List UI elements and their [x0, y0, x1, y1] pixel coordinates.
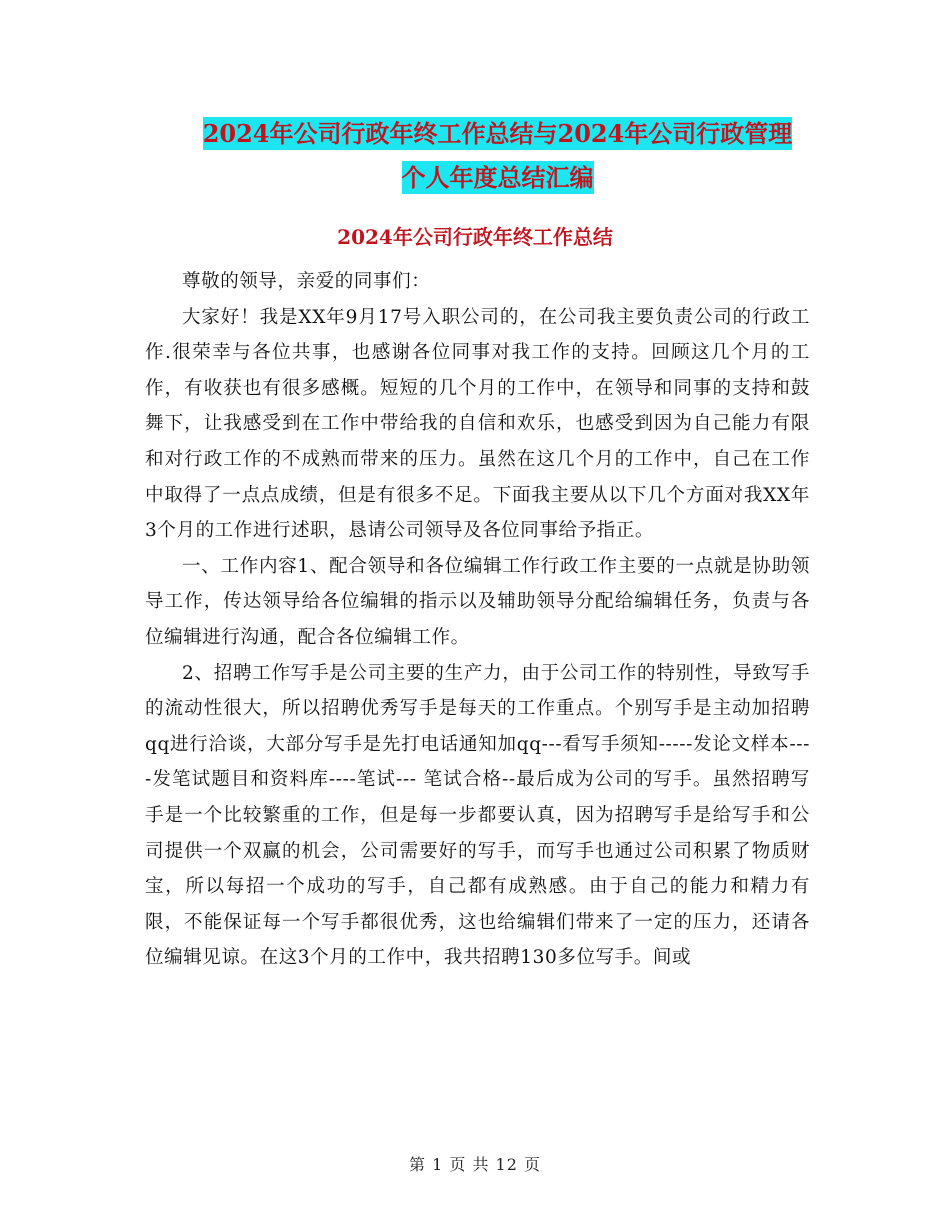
document-title-line-1: 2024年公司行政年终工作总结与2024年公司行政管理: [202, 119, 793, 148]
body-paragraph: 大家好！我是XX年9月17号入职公司的，在公司我主要负责公司的行政工作.很荣幸与各位共事，也感谢各位同事对我工作的支持。回顾这几个月的工作，有收获也有很多感概。短短的几个月的工作中，在领导和同事的支持和鼓舞下，让我感受到在工作中带给我的自信和欢乐，也感受到因为自己能力有限和对行政工作的不成熟而带来的压力。虽然在这几个月的工作中，自己在工作中取得了一点点成绩，但是有很多不足。下面我主要从以下几个方面对我XX年3个月的工作进行述职，恳请公司领导及各位同事给予指正。: [145, 306, 810, 542]
body-paragraph: 一、工作内容1、配合领导和各位编辑工作行政工作主要的一点就是协助领导工作，传达领导给各位编辑的指示以及辅助领导分配给编辑任务，负责与各位编辑进行沟通，配合各位编辑工作。: [145, 555, 810, 648]
document-body: [145, 264, 810, 976]
page-footer: 第 1 页 共 12 页: [409, 1155, 541, 1174]
document-title-line-2: 个人年度总结汇编: [401, 163, 594, 192]
body-paragraph: 2、招聘工作写手是公司主要的生产力，由于公司工作的特别性，导致写手的流动性很大，所以招聘优秀写手是每天的工作重点。个别写手是主动加招聘qq进行洽谈，大部分写手是先打电话通知加qq---看写手须知-----发论文样本----发笔试题目和资料库----笔试--- 笔试合格--最后成为公司的写手。虽然招聘写手是一个比较繁重的工作，但是每一步都要认真，因为招聘写手是给写手和公司提供一个双赢的机会，公司需要好的写手，而写手也通过公司积累了物质财宝，所以每招一个成功的写手，自己都有成熟感。由于自己的能力和精力有限，不能保证每一个写手都很优秀，这也给编辑们带来了一定的压力，还请各位编辑见谅。在这3个月的工作中，我共招聘130多位写手。间或: [145, 662, 810, 969]
section-title: 2024年公司行政年终工作总结: [337, 225, 613, 249]
document-title: [145, 112, 850, 200]
salutation-paragraph: 尊敬的领导，亲爱的同事们：: [182, 271, 431, 292]
